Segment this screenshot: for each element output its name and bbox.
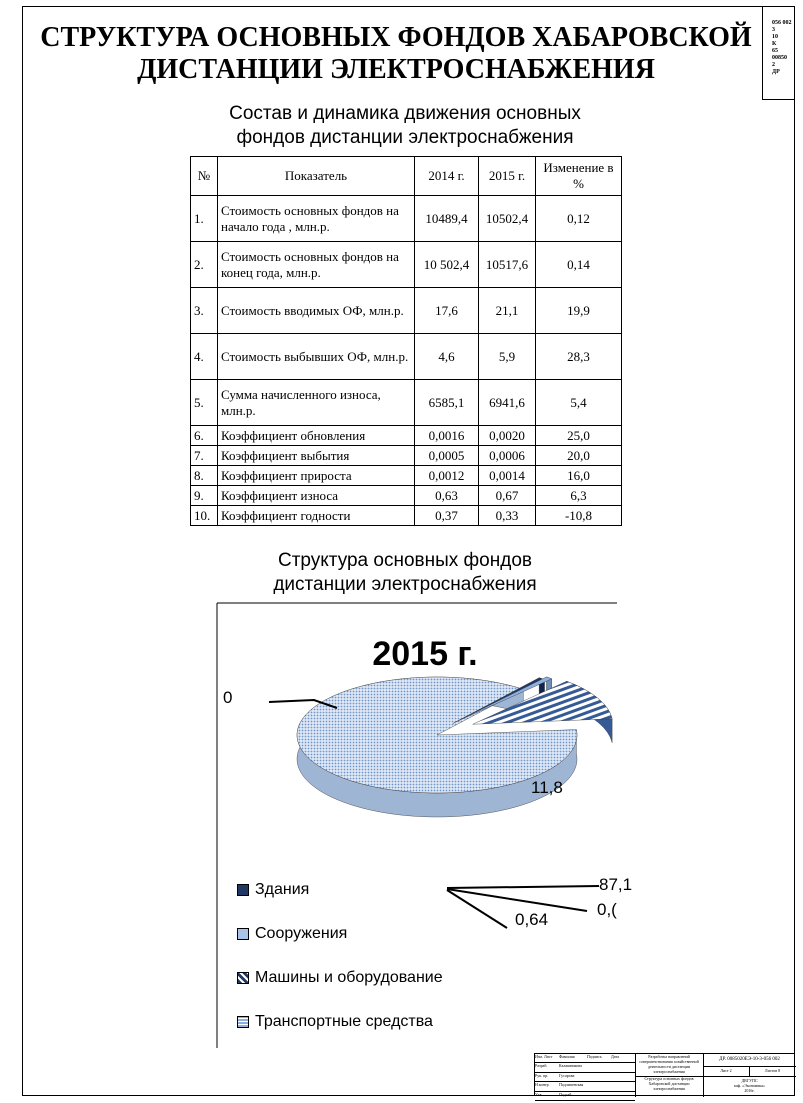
side-stamp-line: 65 (772, 48, 778, 54)
row-2015: 0,0014 (479, 466, 536, 486)
row-2014: 4,6 (415, 334, 479, 380)
row-num: 4. (191, 334, 218, 380)
table-row (191, 446, 622, 466)
header-num: № (191, 157, 218, 196)
table-body (191, 196, 622, 526)
header-2015: 2015 г. (479, 157, 536, 196)
stamp-role: Н.контр (535, 1082, 549, 1087)
chart-legend (237, 880, 443, 1056)
table-row (191, 486, 622, 506)
table-caption (190, 102, 620, 150)
table-row (191, 466, 622, 486)
page-title (26, 22, 766, 86)
legend-item (237, 1012, 443, 1032)
stamp-row (535, 1092, 635, 1102)
row-2015: 0,33 (479, 506, 536, 526)
row-change: 20,0 (536, 446, 622, 466)
stamp-person: Подгай (559, 1091, 572, 1097)
row-num: 8. (191, 466, 218, 486)
legend-label: Сооружения (255, 925, 348, 942)
row-2015: 0,0006 (479, 446, 536, 466)
row-change: 5,4 (536, 380, 622, 426)
legend-swatch (237, 884, 249, 896)
row-num: 3. (191, 288, 218, 334)
side-stamp-line: К (772, 41, 777, 47)
chart-caption (190, 549, 620, 597)
pie-slice (297, 677, 577, 793)
stamp-sheets: Листов 8 (749, 1066, 796, 1077)
table-row (191, 196, 622, 242)
row-2014: 6585,1 (415, 380, 479, 426)
table-row (191, 426, 622, 446)
leader-line (447, 889, 587, 911)
legend-swatch (237, 1016, 249, 1028)
page-title-line2: ДИСТАНЦИИ ЭЛЕКТРОСНАБЖЕНИЯ (137, 54, 655, 85)
stamp-h-date: Дата (611, 1054, 619, 1059)
stamp-org-dept: каф. «Экономика» (733, 1083, 766, 1088)
stamp-signatures (535, 1054, 636, 1097)
side-stamp-line: 2 (772, 62, 775, 68)
header-2014: 2014 г. (415, 157, 479, 196)
legend-swatch (237, 928, 249, 940)
row-indicator: Коэффициент износа (218, 486, 415, 506)
stamp-person: Подлипенская (559, 1082, 584, 1087)
row-2015: 5,9 (479, 334, 536, 380)
stamp-sheet-title: Структура основных фондов Хабаровской дистанции электроснабжения (635, 1076, 704, 1097)
side-stamp-line: ДР (772, 69, 780, 75)
row-num: 6. (191, 426, 218, 446)
data-label: 0,64 (515, 910, 549, 929)
row-num: 10. (191, 506, 218, 526)
table-row (191, 380, 622, 426)
row-change: 6,3 (536, 486, 622, 506)
fixed-assets-table (190, 156, 622, 526)
legend-item (237, 968, 443, 988)
side-stamp-line: 10 (772, 34, 778, 40)
row-num: 5. (191, 380, 218, 426)
row-2015: 10517,6 (479, 242, 536, 288)
stamp-sheet: Лист 2 (703, 1066, 750, 1077)
side-stamp-line: 056 002 (772, 20, 792, 26)
legend-item (237, 924, 443, 944)
page-title-line1: СТРУКТУРА ОСНОВНЫХ ФОНДОВ ХАБАРОВСКОЙ (40, 22, 752, 53)
title-block-stamp (534, 1053, 795, 1096)
stamp-row (535, 1082, 635, 1092)
row-2014: 0,0016 (415, 426, 479, 446)
data-label: 0 (223, 688, 233, 707)
row-change: 16,0 (536, 466, 622, 486)
stamp-person: Калашникова (559, 1063, 582, 1068)
side-stamp-line: 00850 (772, 55, 787, 61)
row-2015: 10502,4 (479, 196, 536, 242)
row-2014: 0,0012 (415, 466, 479, 486)
row-num: 7. (191, 446, 218, 466)
row-2014: 10489,4 (415, 196, 479, 242)
row-change: 28,3 (536, 334, 622, 380)
table-row (191, 506, 622, 526)
row-indicator: Коэффициент годности (218, 506, 415, 526)
row-2014: 0,63 (415, 486, 479, 506)
row-indicator: Стоимость основных фондов на начало года , млн.р. (218, 196, 415, 242)
data-label: 87,1 (599, 875, 633, 894)
row-change: -10,8 (536, 506, 622, 526)
stamp-role: Разраб. (535, 1063, 548, 1068)
stamp-org-name: ДВГУПС (741, 1078, 758, 1083)
table-caption-line2: фондов дистанции электроснабжения (236, 127, 574, 148)
table-row (191, 288, 622, 334)
leader-line (447, 886, 599, 888)
legend-item (237, 880, 443, 900)
side-stamp-line: 3 (772, 27, 775, 33)
row-2015: 0,67 (479, 486, 536, 506)
table-row (191, 334, 622, 380)
row-2014: 10 502,4 (415, 242, 479, 288)
stamp-h-name: Фамилия (559, 1054, 575, 1059)
chart-title: 2015 г. (372, 635, 478, 673)
table-row (191, 242, 622, 288)
row-2014: 0,0005 (415, 446, 479, 466)
legend-label: Здания (255, 881, 310, 898)
stamp-person: Гусарова (559, 1072, 575, 1078)
row-change: 25,0 (536, 426, 622, 446)
row-num: 2. (191, 242, 218, 288)
row-num: 9. (191, 486, 218, 506)
stamp-org (703, 1078, 796, 1093)
table-caption-line1: Состав и динамика движения основных (229, 103, 581, 124)
stamp-h-sign: Подпись (587, 1054, 602, 1059)
stamp-role: Утв. (535, 1091, 543, 1097)
row-indicator: Коэффициент обновления (218, 426, 415, 446)
row-indicator: Коэффициент выбытия (218, 446, 415, 466)
chart-caption-line1: Структура основных фондов (277, 550, 532, 571)
row-indicator: Сумма начисленного износа, млн.р. (218, 380, 415, 426)
table-header-row (191, 157, 622, 196)
row-num: 1. (191, 196, 218, 242)
row-indicator: Коэффициент прироста (218, 466, 415, 486)
stamp-h-change: Изм. Лист (535, 1054, 553, 1059)
row-change: 19,9 (536, 288, 622, 334)
row-indicator: Стоимость вводимых ОФ, млн.р. (218, 288, 415, 334)
row-indicator: Стоимость основных фондов на конец года, млн.р. (218, 242, 415, 288)
stamp-year: 2016г. (744, 1088, 755, 1093)
header-change: Изменение в % (536, 157, 622, 196)
leader-line (447, 890, 507, 928)
legend-label: Машины и оборудование (255, 969, 443, 986)
data-label: 0,( (597, 900, 617, 919)
row-indicator: Стоимость выбывших ОФ, млн.р. (218, 334, 415, 380)
side-stamp (762, 6, 795, 100)
row-2015: 6941,6 (479, 380, 536, 426)
row-2015: 0,0020 (479, 426, 536, 446)
header-indicator: Показатель (218, 157, 415, 196)
row-change: 0,12 (536, 196, 622, 242)
stamp-row (535, 1063, 635, 1073)
row-2015: 21,1 (479, 288, 536, 334)
row-2014: 0,37 (415, 506, 479, 526)
legend-swatch (237, 972, 249, 984)
chart-caption-line2: дистанции электроснабжения (273, 574, 537, 595)
stamp-row (535, 1073, 635, 1083)
stamp-doc-code: ДР. 0085020ЕЭ-10-3-056 002 (703, 1054, 796, 1067)
stamp-work-title: Разработка направлений совершенствования хозяйственной деятельности дистанции электроснабжения (635, 1054, 704, 1077)
row-change: 0,14 (536, 242, 622, 288)
legend-label: Транспортные средства (255, 1013, 433, 1030)
stamp-role: Рук. пр. (535, 1072, 549, 1078)
row-2014: 17,6 (415, 288, 479, 334)
data-label: 11,8 (531, 778, 563, 797)
